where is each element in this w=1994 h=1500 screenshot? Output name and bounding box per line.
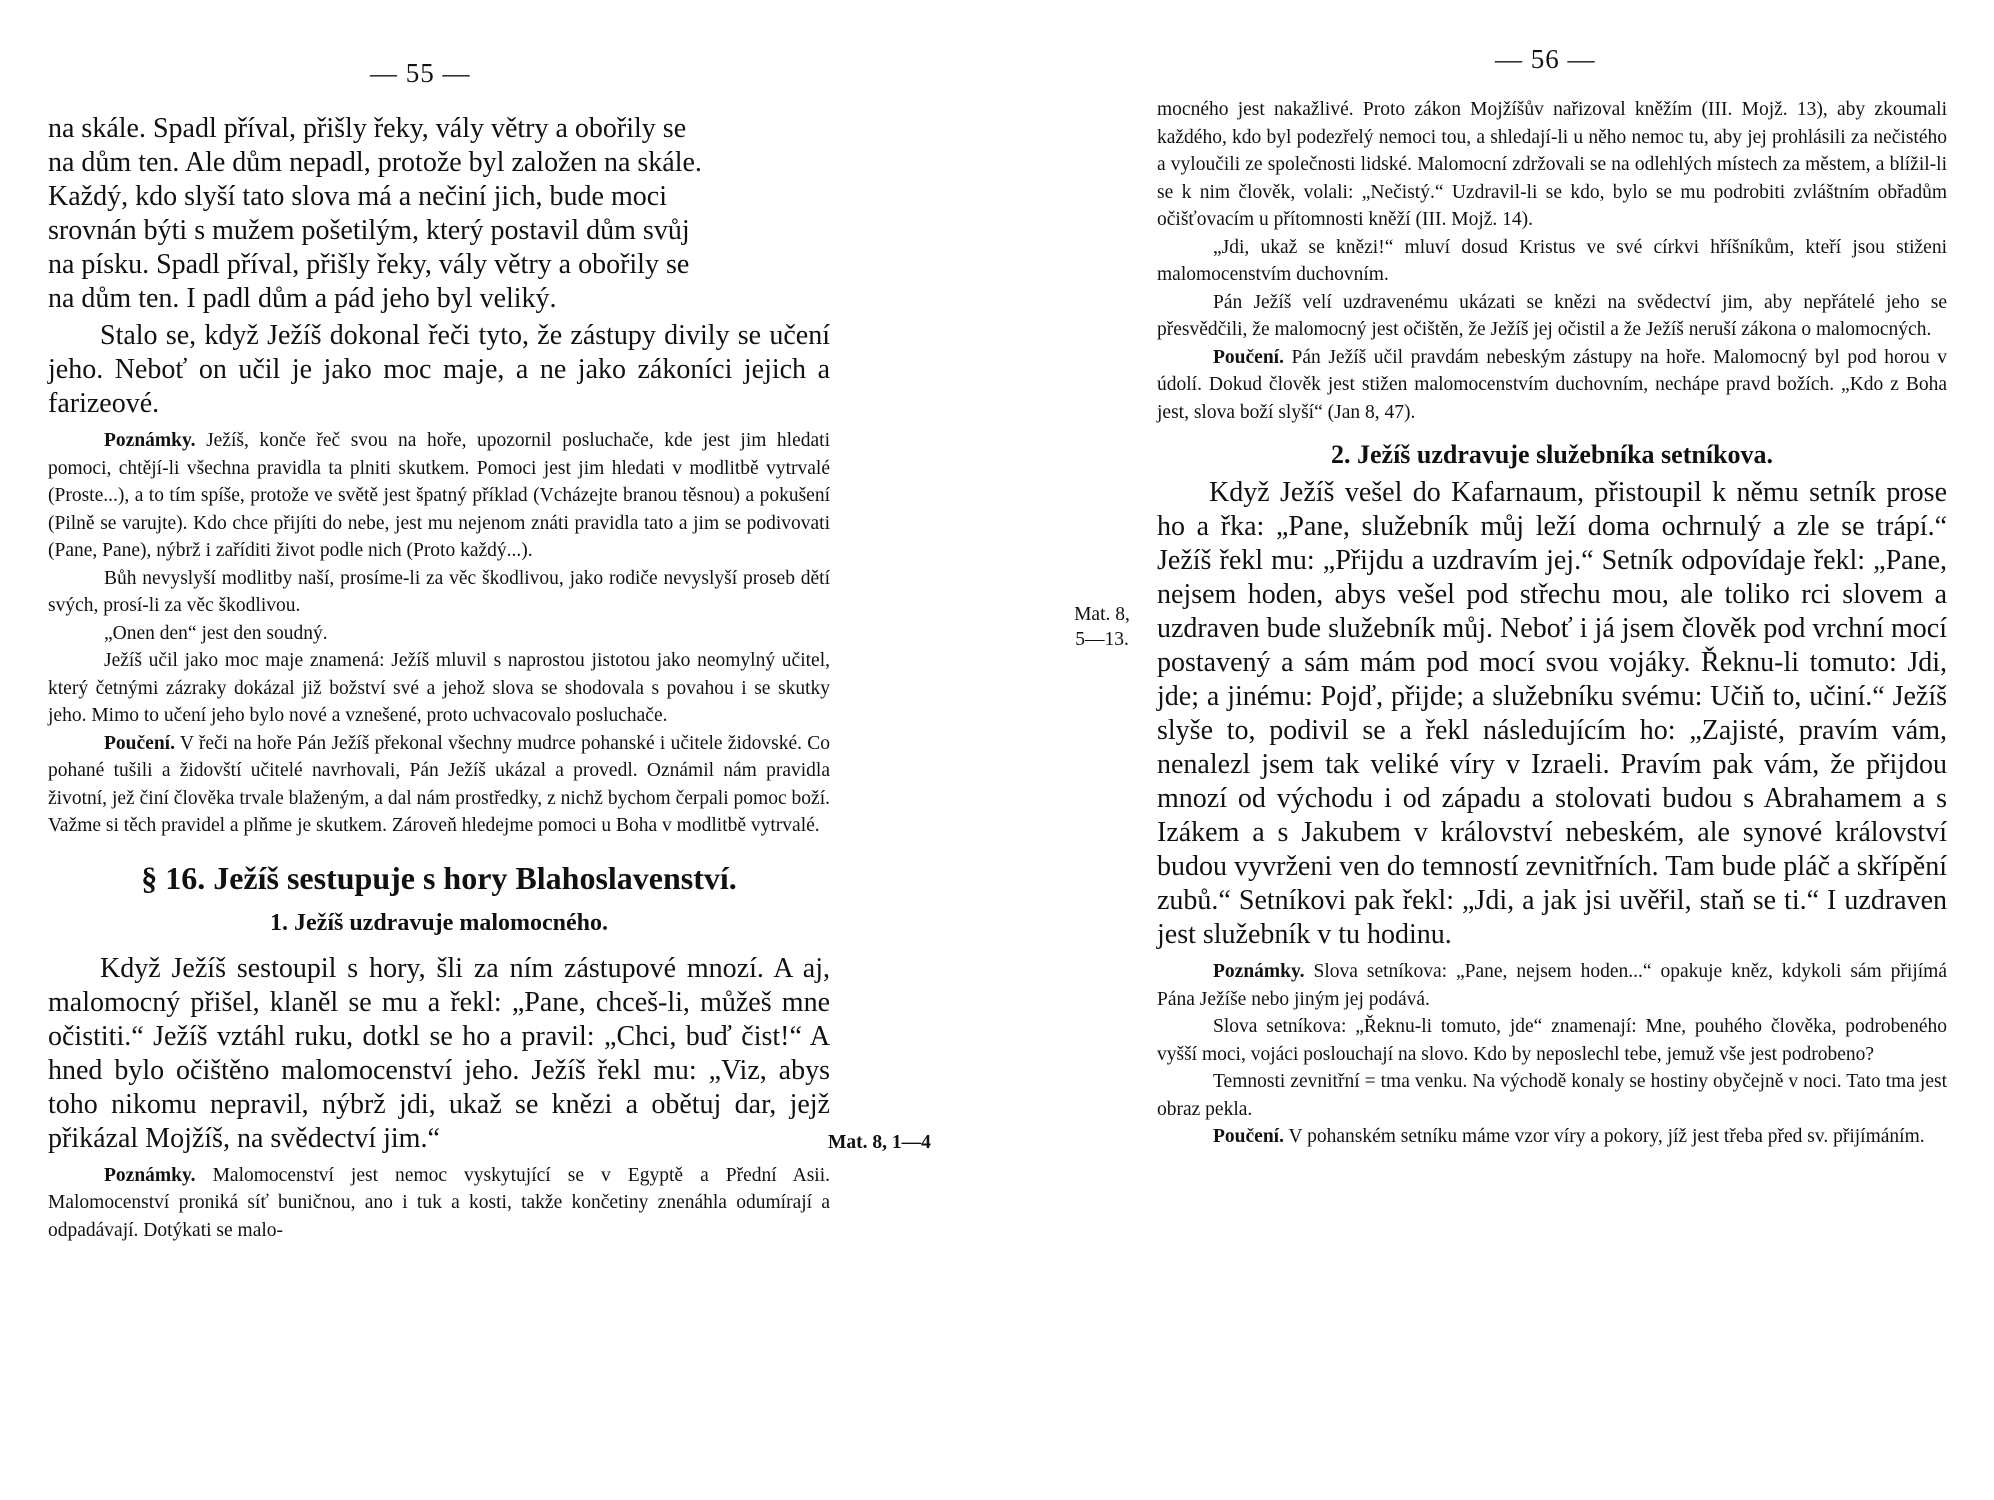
section-heading: § 16. Ježíš sestupuje s hory Blahoslavenství.: [141, 859, 737, 896]
lesson-text: Pán Ježíš učil pravdám nebeským zástupy na hoře. Malomocný byl pod horou v údolí. Dokud člověk jest stižen malomocenstvím duchovním, nechápe pravd božích. „Kdo z Boha jest, slova boží slyší“ (Jan 8, 47).: [1157, 346, 1948, 423]
paragraph-leprosy-law: mocného jest nakažlivé. Proto zákon Mojžíšův nařizoval kněžím (III. Mojž. 13), aby zkoumali každého, kdo byl podezřelý nemoci tou, a shledají-li u něho nemoc tu, aby jej prohlásili za nečistého a vyloučili ze společnosti lidské. Malomocní zdržovali se na odlehlých místech za městem, a blížil-li se k nim člověk, volali: „Nečistý.“ Uzdravil-li se kdo, bylo se mu podrobiti zvláštním obřadům očišťovacím u přítomnosti kněží (III. Mojž. 14).: [1157, 99, 1947, 230]
page-number-55: — 55 —: [370, 58, 471, 88]
notes-block-4: Ježíš učil jako moc maje znamená: Ježíš mluvil s naprostou jistotou jako neomylný učitel, který četnými zázraky dokázal již božství své a jehož slova se shodovala s povahou i se skutky jeho. Mimo to učení jeho bylo nové a vznešené, proto uchvacovalo posluchače.: [48, 650, 830, 726]
margin-reference: [1057, 602, 1147, 652]
lesson-text: V řeči na hoře Pán Ježíš překonal všechny mudrce pohanské i učitele židovské. Co pohané tušili a židovští učitelé navrhovali, Pán Ježíš ukázal a provedl. Oznámil nám pravidla životní, jež činí člověka trvale blaženým, a dal nám prostředky, z nichž bychom čerpali pomoc boží. Važme si těch pravidel a plňme je skutkem. Zároveň hledejme pomoci u Boha v modlitbě vytrvalé.: [48, 732, 831, 836]
lesson-text: V pohanském setníku máme vzor víry a pokory, jíž jest třeba před sv. přijímáním.: [1288, 1126, 1925, 1147]
paragraph-centurion: Když Ježíš vešel do Kafarnaum, přistoupil k němu setník prose ho a řka: „Pane, služebník můj leží doma ochrnulý a zle se trápí.“ Ježíš řekl mu: „Přijdu a uzdravím jej.“ Setník odpovídaje řekl: „Pane, nejsem hoden, abys vešel pod střechu mou, ale toliko rci slovem a uzdraven bude služebník můj. Neboť i já jsem člověk pod vrchní mocí postavený a sám mám pod mocí svou vojáky. Řeknu-li tomuto: Jdi, jde; a jinému: Pojď, přijde; a služebníku svému: Učiň to, učiní.“ Ježíš slyše to, podivil se a řekl následujícím ho: „Zajisté, pravím vám, nenalezl jsem tak veliké víry v Izraeli. Pravím pak vám, že přijdou mnozí od východu i od západu a stolovati budou s Abrahamem a s Izákem a s Jakubem v království nebeském, ale synové království budou vyvrženi ven do temností zevnitřních. Tam bude pláč a skřípění zubů.“ Setníkovi pak řekl: „Jdi, a jak jsi uvěřil, staň se ti.“ I uzdraven jest služebník v tu hodinu.: [1157, 477, 1947, 950]
margin-ref-line: 5—13.: [1075, 629, 1129, 650]
text-line: srovnán býti s mužem pošetilým, který postavil dům svůj: [48, 215, 690, 246]
lesson-block: [48, 730, 830, 840]
text-line: na skále. Spadl příval, přišly řeky, vály větry a obořily se: [48, 113, 687, 144]
paragraph-crowds-amazed: Stalo se, když Ježíš dokonal řeči tyto, že zástupy divily se učení jeho. Neboť on učil je jako moc maje, a ne jako zákoníci jejich a farizeové.: [48, 320, 830, 419]
lesson-label: Poučení.: [104, 732, 175, 754]
notes-text: Malomocenství jest nemoc vyskytující se v Egyptě a Přední Asii. Malomocenství proniká síť buničnou, ano i tuk a kosti, takže končetiny znenáhla odumírají a odpadávají. Dotýkati se malo-: [48, 1164, 830, 1241]
lesson-label: Poučení.: [1213, 346, 1284, 368]
sub-heading-centurion: 2. Ježíš uzdravuje služebníka setníkova.: [1330, 440, 1774, 469]
paragraph-witness: Pán Ježíš velí uzdravenému ukázati se knězi na svědectví jim, aby nepřátelé jeho se přesvědčili, že malomocný jest očištěn, že Ježíš jej očistil a že Ježíš neruší zákona o malomocných.: [1157, 291, 1947, 340]
notes-block-2: Bůh nevyslyší modlitby naší, prosíme-li za věc škodlivou, jako rodiče nevyslyší proseb dětí svých, prosí-li za věc škodlivou.: [48, 567, 830, 616]
paragraph-go-show: „Jdi, ukaž se knězi!“ mluví dosud Kristus ve své církvi hříšníkům, kteří jsou stiženi malomocenstvím duchovním.: [1157, 236, 1947, 285]
page-number-56: — 56 —: [1495, 44, 1596, 74]
text-line: na dům ten. I padl dům a pád jeho byl veliký.: [48, 283, 557, 314]
notes-block-1: [1157, 958, 1947, 1013]
lesson-label: Poučení.: [1213, 1126, 1284, 1147]
margin-reference: [828, 1130, 931, 1155]
notes-label: Poznámky.: [104, 430, 196, 451]
lesson-block: [1157, 344, 1947, 427]
opening-paragraph: [48, 112, 830, 316]
left-column: [48, 112, 830, 1244]
sub-heading-leper: 1. Ježíš uzdravuje malomocného.: [270, 909, 608, 936]
margin-ref-text: Mat. 8, 1—4: [828, 1132, 931, 1153]
notes-label: Poznámky.: [1213, 961, 1305, 982]
notes-text: Ježíš, konče řeč svou na hoře, upozornil posluchače, kde jest jim hledati pomoci, chtějí-li všechna pravidla ta plniti skutkem. Pomoci jest jim hledati v modlitbě vytrvalé (Proste...), a to tím spíše, protože ve světě jest špatný příklad (Vcházejte branou těsnou) a pokušení (Pilně se varujte). Kdo chce přijíti do nebe, jest mu nejenom znáti pravidla tato a jim se podivovati (Pane, Pane), nýbrž i zaříditi život podle nich (Proto každý...).: [48, 430, 830, 561]
lesson-block-2: [1157, 1123, 1947, 1151]
right-page: [997, 0, 1994, 1500]
notes-block-5: [48, 1162, 830, 1245]
right-column: [1157, 96, 1947, 1151]
paragraph-leper-healing: Když Ježíš sestoupil s hory, šli za ním zástupové mnozí. A aj, malomocný přišel, klaněl se mu a řekl: „Pane, chceš-li, můžeš mne očistiti.“ Ježíš vztáhl ruku, dotkl se ho a pravil: „Chci, buď čist!“ A hned bylo očištěno malomocenství jeho. Ježíš řekl mu: „Viz, abys toho nikomu nepravil, nýbrž jdi, ukaž se knězi a obětuj dar, jejž přikázal Mojžíš, na svědectví jim.“: [48, 952, 830, 1154]
text-line: na písku. Spadl příval, přišly řeky, vály větry a obořily se: [48, 249, 690, 280]
text-line: na dům ten. Ale dům nepadl, protože byl založen na skále.: [48, 147, 702, 178]
notes-block-3: „Onen den“ jest den soudný.: [104, 622, 328, 644]
text-line: Každý, kdo slyší tato slova má a nečiní jich, bude moci: [48, 181, 667, 212]
notes-block-1: [48, 427, 830, 565]
notes-label: Poznámky.: [104, 1164, 196, 1186]
margin-ref-line: Mat. 8,: [1074, 604, 1130, 625]
notes-text: Slova setníkova: „Pane, nejsem hoden...“ opakuje kněz, kdykoli sám přijímá Pána Ježíše nebo jiným jej podává.: [1157, 961, 1947, 1010]
notes-block-2: Slova setníkova: „Řeknu-li tomuto, jde“ znamenají: Mne, pouhého člověka, podrobeného vyšší moci, vojáci poslouchají na slovo. Kdo by neposlechl tebe, jemuž vše jest podrobeno?: [1157, 1016, 1947, 1065]
notes-block-3: Temnosti zevnitřní = tma venku. Na východě konaly se hostiny obyčejně v noci. Tato tma jest obraz pekla.: [1157, 1071, 1947, 1120]
